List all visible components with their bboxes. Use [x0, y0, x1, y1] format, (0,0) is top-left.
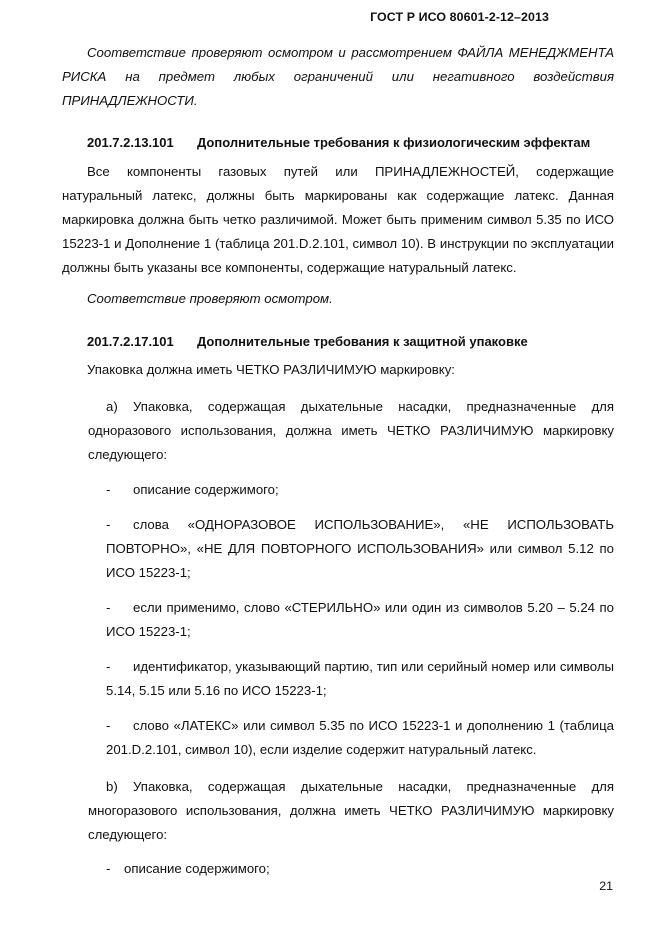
latex-requirements-paragraph: Все компоненты газовых путей или ПРИНАДЛЕЖНОСТЕЙ, содержащие натуральный латекс, должны быть маркированы как содержащие латекс. Данная маркировка должна быть четко различимой. Может быть применим символ 5.35 по ИСО 15223-1 и Дополнение 1 (таблица 201.D.2.101, символ 10). В инструкции по эксплуатации должны быть указаны все компоненты, содержащие натуральный латекс. [62, 164, 614, 275]
list-dash: - [106, 659, 111, 674]
list-item [106, 714, 614, 762]
list-text: если применимо, слово «СТЕРИЛЬНО» или один из символов 5.20 – 5.24 по ИСО 15223-1; [106, 600, 614, 639]
list-text: слово «ЛАТЕКС» или символ 5.35 по ИСО 15223-1 и дополнению 1 (таблица 201.D.2.101, символ 10), если изделие содержит натуральный латекс. [106, 718, 614, 757]
list-text: идентификатор, указывающий партию, тип или серийный номер или символы 5.14, 5.15 или 5.16 по ИСО 15223-1; [106, 659, 614, 698]
list-dash: - [106, 482, 111, 497]
list-dash: - [106, 600, 111, 615]
list-dash: - [106, 861, 111, 876]
list-item [106, 596, 614, 644]
list-item [106, 478, 614, 502]
section-number: 201.7.2.13.101 [87, 135, 174, 150]
list-text: описание содержимого; [124, 861, 270, 876]
item-a-single-use: a) Упаковка, содержащая дыхательные насадки, предназначенные для одноразового использования, должна иметь ЧЕТКО РАЗЛИЧИМУЮ маркировку следующего: [88, 399, 614, 462]
list-text: описание содержимого; [133, 482, 279, 497]
list-text: слова «ОДНОРАЗОВОЕ ИСПОЛЬЗОВАНИЕ», «НЕ ИСПОЛЬЗОВАТЬ ПОВТОРНО», «НЕ ДЛЯ ПОВТОРНОГО ИСПОЛЬЗОВАНИЯ» или символ 5.12 по ИСО 15223-1; [106, 517, 614, 580]
section-title: Дополнительные требования к физиологическим эффектам [197, 135, 591, 150]
compliance-note-risk-file: Соответствие проверяют осмотром и рассмотрением ФАЙЛА МЕНЕДЖМЕНТА РИСКА на предмет любых ограничений или негативного воздействия ПРИНАДЛЕЖНОСТИ. [62, 45, 614, 108]
packaging-intro: Упаковка должна иметь ЧЕТКО РАЗЛИЧИМУЮ маркировку: [87, 362, 455, 377]
list-dash: - [106, 718, 111, 733]
section-heading-201-7-2-13-101 [87, 131, 590, 155]
section-title: Дополнительные требования к защитной упаковке [197, 334, 528, 349]
compliance-note-inspection: Соответствие проверяют осмотром. [87, 291, 333, 306]
list-dash: - [106, 517, 111, 532]
page-number: 21 [599, 879, 613, 893]
list-item [106, 857, 614, 881]
section-number: 201.7.2.17.101 [87, 334, 174, 349]
page-header: ГОСТ Р ИСО 80601-2-12–2013 [370, 10, 549, 24]
list-item [106, 655, 614, 703]
item-b-reusable: b) Упаковка, содержащая дыхательные насадки, предназначенные для многоразового использования, должна иметь ЧЕТКО РАЗЛИЧИМУЮ маркировку следующего: [88, 779, 614, 842]
list-item [106, 513, 614, 585]
section-heading-201-7-2-17-101 [87, 330, 528, 354]
